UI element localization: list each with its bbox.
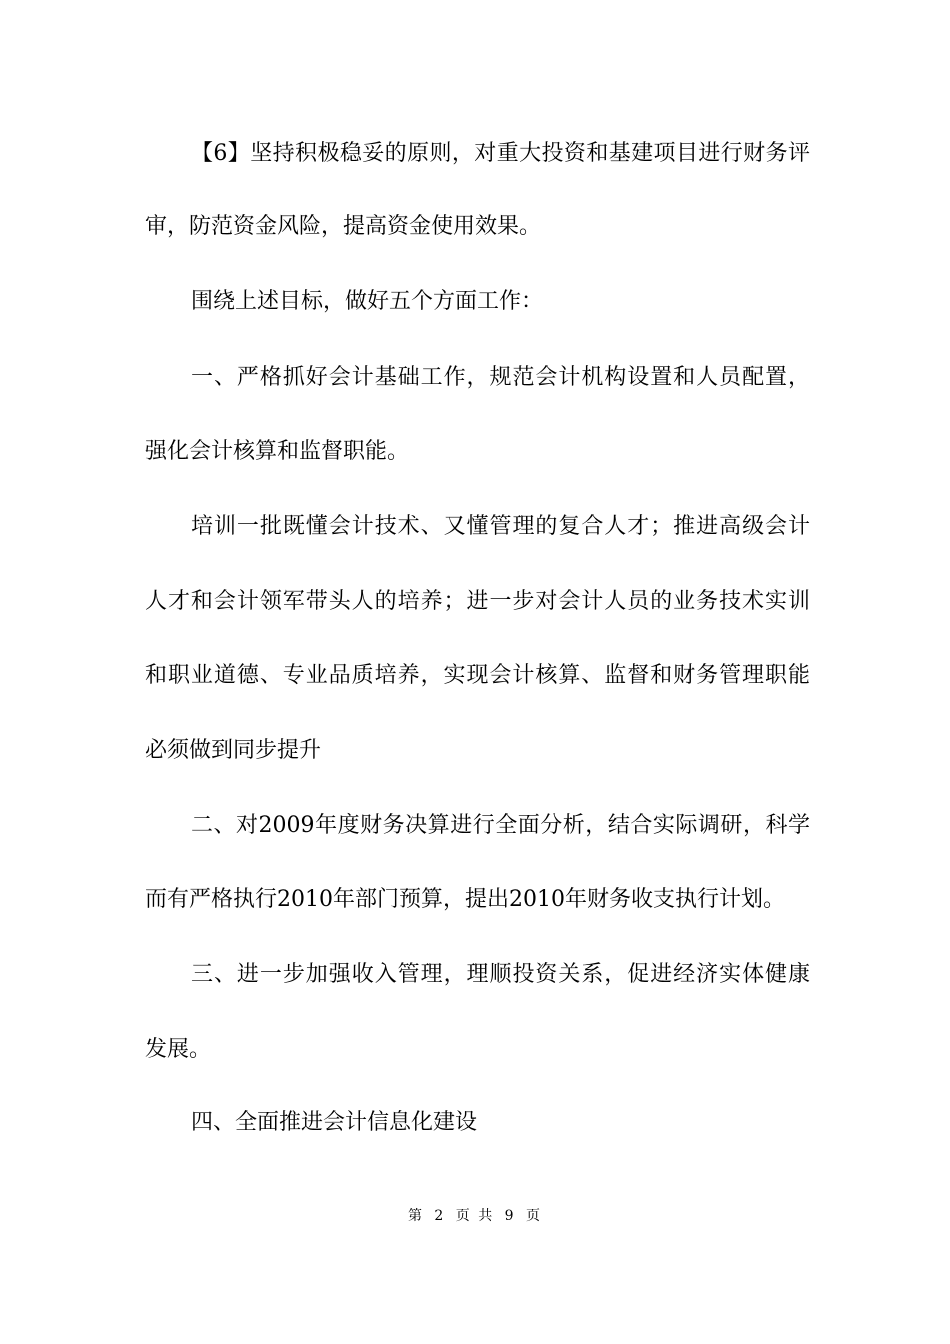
intro-line: 围绕上述目标，做好五个方面工作： [191,289,544,314]
section-2-line-1: 二、对2009年度财务决算进行全面分析，结合实际调研，科学 [191,813,810,838]
page-footer [0,1206,950,1226]
section-2-line-2: 而有严格执行2010年部门预算，提出2010年财务收支执行计划。 [145,887,785,912]
section-1-line-1: 一、严格抓好会计基础工作，规范会计机构设置和人员配置， [191,365,810,390]
section-1-line-2: 强化会计核算和监督职能。 [145,439,410,464]
footer-suffix: 页 [526,1208,543,1224]
footer-middle: 页 共 [455,1208,495,1224]
training-line-4: 必须做到同步提升 [145,738,322,763]
footer-prefix: 第 [407,1208,424,1224]
paragraph-6-line-1: 【6】坚持积极稳妥的原则，对重大投资和基建项目进行财务评 [191,141,810,166]
training-line-3: 和职业道德、专业品质培养，实现会计核算、监督和财务管理职能 [145,663,810,688]
paragraph-6-line-2: 审，防范资金风险，提高资金使用效果。 [145,214,542,239]
section-3-line-2: 发展。 [145,1037,212,1062]
section-3-line-1: 三、进一步加强收入管理，理顺投资关系，促进经济实体健康 [191,962,810,987]
training-line-2: 人才和会计领军带头人的培养；进一步对会计人员的业务技术实训 [145,589,810,614]
training-line-1: 培训一批既懂会计技术、又懂管理的复合人才；推进高级会计 [191,514,810,539]
section-4-line-1: 四、全面推进会计信息化建设 [191,1110,478,1135]
footer-current-page: 2 [434,1208,446,1224]
footer-total-pages: 9 [504,1208,516,1224]
